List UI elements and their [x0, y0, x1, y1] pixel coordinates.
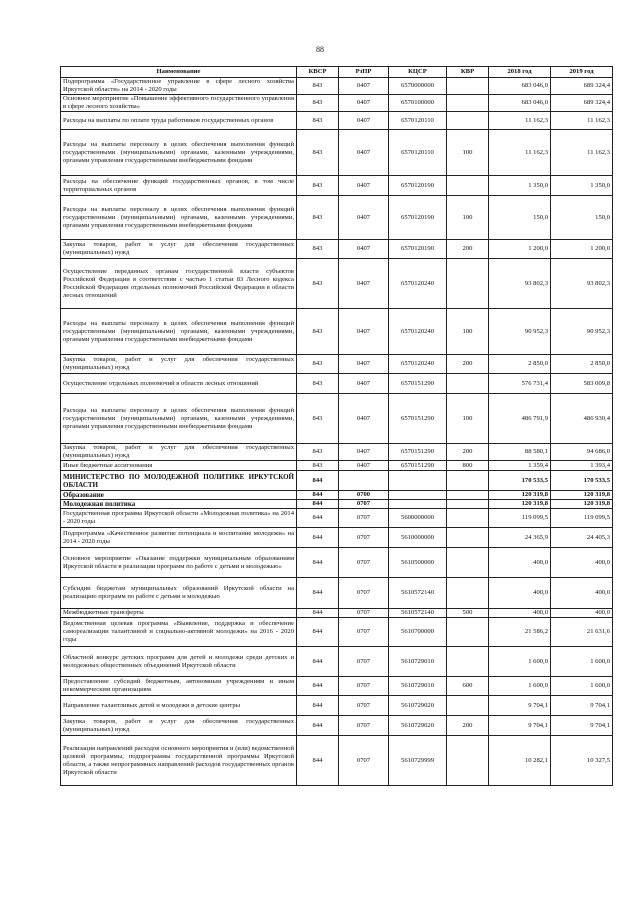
cell-kvr: 200	[447, 444, 489, 461]
table-row	[61, 374, 613, 394]
table-header-row	[61, 67, 613, 78]
cell-y2018: 1 350,0	[489, 176, 551, 196]
table-row	[61, 696, 613, 716]
cell-kcsr: 6570120240	[389, 309, 447, 355]
cell-kcsr: 5610700000	[389, 618, 447, 647]
cell-y2019: 21 631,6	[551, 618, 613, 647]
cell-y2018: 1 200,0	[489, 240, 551, 259]
cell-kvr	[447, 548, 489, 578]
cell-y2019: 2 850,0	[551, 355, 613, 374]
cell-kcsr: 5610729010	[389, 677, 447, 696]
cell-kvr: 500	[447, 609, 489, 618]
col-header-2019: 2019 год	[551, 67, 613, 78]
cell-kvr	[447, 578, 489, 609]
cell-y2018: 120 319,8	[489, 500, 551, 509]
cell-kvr: 100	[447, 196, 489, 240]
table-row	[61, 618, 613, 647]
cell-y2018: 1 600,0	[489, 647, 551, 677]
cell-rzpr: 0407	[339, 112, 389, 130]
cell-rzpr: 0407	[339, 309, 389, 355]
table-row	[61, 309, 613, 355]
cell-kcsr: 6570120240	[389, 355, 447, 374]
cell-kvr: 200	[447, 240, 489, 259]
cell-kvr	[447, 696, 489, 716]
cell-name: МИНИСТЕРСТВО ПО МОЛОДЕЖНОЙ ПОЛИТИКЕ ИРКУТСКОЙ ОБЛАСТИ	[61, 471, 297, 491]
col-header-kvsr: КВСР	[297, 67, 339, 78]
table-row	[61, 444, 613, 461]
cell-y2018: 683 046,0	[489, 95, 551, 112]
col-header-kvr: КВР	[447, 67, 489, 78]
cell-kcsr: 6570151290	[389, 374, 447, 394]
table-row	[61, 95, 613, 112]
cell-kvsr: 843	[297, 374, 339, 394]
cell-y2019: 400,0	[551, 578, 613, 609]
cell-rzpr: 0707	[339, 647, 389, 677]
cell-kcsr: 6570151290	[389, 394, 447, 444]
table-row	[61, 355, 613, 374]
cell-kvsr: 844	[297, 471, 339, 491]
cell-name: Ведомственная целевая программа «Выявление, поддержка и обеспечение самореализации талантливой и социально-активной молодежи» на 2016 - 2020 годы	[61, 618, 297, 647]
cell-kvsr: 844	[297, 548, 339, 578]
cell-kvsr: 844	[297, 500, 339, 509]
cell-y2019: 150,0	[551, 196, 613, 240]
cell-name: Основное мероприятие «Повышение эффективного государственного управления в сфере лесного хозяйства»	[61, 95, 297, 112]
cell-kvr	[447, 491, 489, 500]
cell-y2019: 11 162,3	[551, 130, 613, 176]
cell-kcsr	[389, 471, 447, 491]
cell-y2018: 24 365,9	[489, 528, 551, 548]
cell-kcsr: 6570151290	[389, 461, 447, 471]
table-row	[61, 394, 613, 444]
cell-y2019: 170 533,5	[551, 471, 613, 491]
cell-kvr	[447, 176, 489, 196]
cell-kvr	[447, 78, 489, 95]
cell-y2018: 170 533,5	[489, 471, 551, 491]
cell-rzpr: 0407	[339, 196, 389, 240]
cell-y2019: 689 324,4	[551, 95, 613, 112]
cell-rzpr: 0407	[339, 95, 389, 112]
cell-kvr	[447, 736, 489, 786]
cell-y2018: 400,0	[489, 548, 551, 578]
cell-kcsr: 6570151290	[389, 444, 447, 461]
cell-y2019: 120 319,8	[551, 491, 613, 500]
cell-y2018: 150,0	[489, 196, 551, 240]
cell-y2018: 21 586,2	[489, 618, 551, 647]
table-row	[61, 78, 613, 95]
cell-rzpr: 0707	[339, 677, 389, 696]
cell-kvr	[447, 471, 489, 491]
table-row	[61, 647, 613, 677]
cell-y2019: 400,0	[551, 609, 613, 618]
cell-kcsr: 6570100000	[389, 95, 447, 112]
cell-kcsr: 6570120190	[389, 176, 447, 196]
cell-kvsr: 844	[297, 618, 339, 647]
cell-kcsr: 5610729020	[389, 716, 447, 736]
cell-kvsr: 843	[297, 130, 339, 176]
cell-y2019: 11 162,3	[551, 112, 613, 130]
cell-name: Реализация направлений расходов основного мероприятия и (или) ведомственной целевой программы, подпрограммы государственной программы Иркутской области, а также непрограммных направлений расходов государственных органов Иркутской области	[61, 736, 297, 786]
cell-y2019: 1 350,0	[551, 176, 613, 196]
cell-name: Закупка товаров, работ и услуг для обеспечения государственных (муниципальных) нужд	[61, 240, 297, 259]
cell-name: Закупка товаров, работ и услуг для обеспечения государственных (муниципальных) нужд	[61, 444, 297, 461]
cell-name: Расходы на выплаты персоналу в целях обеспечения выполнения функций государственными (муниципальными) органами, казенными учреждениями, органами управления государственными внебюджетными фондами	[61, 394, 297, 444]
cell-y2018: 576 731,4	[489, 374, 551, 394]
cell-rzpr: 0707	[339, 696, 389, 716]
cell-rzpr: 0407	[339, 374, 389, 394]
cell-name: Расходы на выплаты персоналу в целях обеспечения выполнения функций государственными (муниципальными) органами, казенными учреждениями, органами управления государственными внебюджетными фондами	[61, 196, 297, 240]
cell-kcsr: 6570120240	[389, 259, 447, 309]
cell-y2019: 1 200,0	[551, 240, 613, 259]
cell-y2019: 486 930,4	[551, 394, 613, 444]
table-row	[61, 461, 613, 471]
table-row	[61, 716, 613, 736]
cell-y2019: 119 099,5	[551, 509, 613, 528]
cell-y2019: 1 393,4	[551, 461, 613, 471]
cell-y2019: 120 319,8	[551, 500, 613, 509]
cell-rzpr: 0707	[339, 548, 389, 578]
cell-kvr	[447, 509, 489, 528]
cell-kcsr: 5610729999	[389, 736, 447, 786]
cell-kvsr: 843	[297, 461, 339, 471]
cell-y2018: 400,0	[489, 609, 551, 618]
cell-kvsr: 843	[297, 355, 339, 374]
cell-name: Осуществление переданных органам государственной власти субъектов Российской Федерации в соответствии с частью 1 статьи 83 Лесного кодекса Российской Федерации отдельных полномочий Российской Федерации в области лесных отношений	[61, 259, 297, 309]
cell-kvsr: 843	[297, 240, 339, 259]
cell-rzpr: 0707	[339, 609, 389, 618]
cell-y2018: 10 282,1	[489, 736, 551, 786]
cell-name: Иные бюджетные ассигнования	[61, 461, 297, 471]
cell-rzpr: 0407	[339, 355, 389, 374]
cell-y2018: 119 099,5	[489, 509, 551, 528]
cell-kvr	[447, 618, 489, 647]
cell-name: Подпрограмма «Государственное управление в сфере лесного хозяйства Иркутской области» на 2014 - 2020 годы	[61, 78, 297, 95]
cell-y2018: 400,0	[489, 578, 551, 609]
cell-kvsr: 844	[297, 509, 339, 528]
cell-y2018: 1 600,0	[489, 677, 551, 696]
cell-kvr	[447, 112, 489, 130]
cell-kvsr: 843	[297, 196, 339, 240]
cell-kvr: 100	[447, 130, 489, 176]
cell-rzpr: 0707	[339, 500, 389, 509]
cell-name: Закупка товаров, работ и услуг для обеспечения государственных (муниципальных) нужд	[61, 716, 297, 736]
cell-kcsr: 6570120110	[389, 130, 447, 176]
cell-name: Основное мероприятие «Оказание поддержки муниципальным образованиям Иркутской области в реализации программ по работе с детьми и молодежью»	[61, 548, 297, 578]
cell-rzpr: 0407	[339, 259, 389, 309]
cell-kvr	[447, 259, 489, 309]
cell-y2019: 689 324,4	[551, 78, 613, 95]
cell-kvr	[447, 647, 489, 677]
cell-rzpr: 0407	[339, 78, 389, 95]
cell-kcsr	[389, 500, 447, 509]
cell-kcsr: 6570120190	[389, 196, 447, 240]
cell-name: Осуществление отдельных полномочий в области лесных отношений	[61, 374, 297, 394]
cell-kvr	[447, 528, 489, 548]
cell-kcsr: 5610729010	[389, 647, 447, 677]
cell-name: Подпрограмма «Качественное развитие потенциала и воспитание молодежи» на 2014 - 2020 годы	[61, 528, 297, 548]
cell-rzpr: 0707	[339, 736, 389, 786]
cell-y2018: 120 319,8	[489, 491, 551, 500]
cell-kvsr: 844	[297, 528, 339, 548]
table-row	[61, 259, 613, 309]
table-row	[61, 112, 613, 130]
cell-y2018: 9 704,1	[489, 716, 551, 736]
cell-kvr: 600	[447, 677, 489, 696]
cell-y2018: 9 704,1	[489, 696, 551, 716]
cell-kvsr: 844	[297, 696, 339, 716]
table-row	[61, 196, 613, 240]
table-row	[61, 491, 613, 500]
cell-rzpr: 0707	[339, 528, 389, 548]
cell-kcsr: 5610729020	[389, 696, 447, 716]
table-row	[61, 500, 613, 509]
cell-name: Расходы на обеспечение функций государственных органов, в том числе территориальных органов	[61, 176, 297, 196]
cell-kvsr: 843	[297, 394, 339, 444]
cell-kcsr: 5610572140	[389, 578, 447, 609]
table-row	[61, 548, 613, 578]
cell-rzpr: 0707	[339, 509, 389, 528]
cell-kvr: 800	[447, 461, 489, 471]
cell-name: Расходы на выплаты по оплате труда работников государственных органов	[61, 112, 297, 130]
cell-y2018: 11 162,3	[489, 112, 551, 130]
cell-name: Субсидии бюджетам муниципальных образований Иркутской области на реализацию программ по работе с детьми и молодежью	[61, 578, 297, 609]
table-row	[61, 130, 613, 176]
page-number: 88	[316, 45, 324, 54]
cell-kcsr: 5600000000	[389, 509, 447, 528]
cell-kvr: 100	[447, 394, 489, 444]
cell-rzpr: 0707	[339, 578, 389, 609]
cell-kvr: 200	[447, 355, 489, 374]
cell-y2018: 683 046,0	[489, 78, 551, 95]
cell-y2018: 486 791,9	[489, 394, 551, 444]
cell-kvsr: 843	[297, 176, 339, 196]
cell-y2018: 1 359,4	[489, 461, 551, 471]
table-row	[61, 240, 613, 259]
cell-name: Государственная программа Иркутской области «Молодежная политика» на 2014 - 2020 годы	[61, 509, 297, 528]
cell-y2019: 9 704,1	[551, 696, 613, 716]
cell-kvsr: 844	[297, 647, 339, 677]
cell-kcsr: 5610572140	[389, 609, 447, 618]
cell-kvsr: 843	[297, 95, 339, 112]
cell-kvsr: 844	[297, 677, 339, 696]
cell-y2018: 93 802,3	[489, 259, 551, 309]
cell-rzpr: 0407	[339, 444, 389, 461]
cell-name: Расходы на выплаты персоналу в целях обеспечения выполнения функций государственными (муниципальными) органами, казенными учреждениями, органами управления государственными внебюджетными фондами	[61, 130, 297, 176]
table-row	[61, 609, 613, 618]
cell-kvr	[447, 374, 489, 394]
cell-kvr: 200	[447, 716, 489, 736]
cell-y2019: 90 952,3	[551, 309, 613, 355]
cell-name: Расходы на выплаты персоналу в целях обеспечения выполнения функций государственными (муниципальными) органами, казенными учреждениями, органами управления государственными внебюджетными фондами	[61, 309, 297, 355]
cell-y2019: 10 327,5	[551, 736, 613, 786]
cell-name: Областной конкурс детских программ для детей и молодежи среди детских и молодежных общественных объединений Иркутской области	[61, 647, 297, 677]
cell-y2019: 1 600,0	[551, 677, 613, 696]
cell-kcsr	[389, 491, 447, 500]
cell-y2018: 90 952,3	[489, 309, 551, 355]
cell-kcsr: 5610000000	[389, 528, 447, 548]
table-row	[61, 176, 613, 196]
cell-kvsr: 844	[297, 609, 339, 618]
cell-name: Молодежная политика	[61, 500, 297, 509]
cell-kcsr: 6570120110	[389, 112, 447, 130]
col-header-rzpr: РзПР	[339, 67, 389, 78]
cell-kvr	[447, 95, 489, 112]
cell-kcsr: 5610500000	[389, 548, 447, 578]
cell-kvsr: 843	[297, 259, 339, 309]
cell-rzpr: 0407	[339, 461, 389, 471]
col-header-2018: 2018 год	[489, 67, 551, 78]
cell-rzpr: 0407	[339, 130, 389, 176]
budget-table	[60, 66, 613, 786]
cell-y2019: 9 704,1	[551, 716, 613, 736]
cell-kvsr: 844	[297, 491, 339, 500]
cell-rzpr: 0407	[339, 176, 389, 196]
cell-kvsr: 844	[297, 716, 339, 736]
cell-kvsr: 844	[297, 736, 339, 786]
cell-y2019: 24 405,3	[551, 528, 613, 548]
cell-name: Межбюджетные трансферты	[61, 609, 297, 618]
cell-name: Направление талантливых детей и молодежи в детские центры	[61, 696, 297, 716]
cell-rzpr: 0707	[339, 716, 389, 736]
cell-kvsr: 844	[297, 578, 339, 609]
cell-rzpr: 0407	[339, 394, 389, 444]
table-row	[61, 578, 613, 609]
cell-kvsr: 843	[297, 112, 339, 130]
cell-kvr	[447, 500, 489, 509]
cell-kvsr: 843	[297, 444, 339, 461]
table-row	[61, 509, 613, 528]
cell-y2019: 1 600,0	[551, 647, 613, 677]
cell-rzpr: 0700	[339, 491, 389, 500]
cell-y2019: 583 009,8	[551, 374, 613, 394]
cell-rzpr	[339, 471, 389, 491]
cell-name: Закупка товаров, работ и услуг для обеспечения государственных (муниципальных) нужд	[61, 355, 297, 374]
table-row	[61, 528, 613, 548]
cell-rzpr: 0407	[339, 240, 389, 259]
cell-y2018: 88 580,1	[489, 444, 551, 461]
table-row	[61, 677, 613, 696]
cell-kcsr: 6570120190	[389, 240, 447, 259]
cell-y2018: 2 850,0	[489, 355, 551, 374]
cell-kvr: 100	[447, 309, 489, 355]
cell-y2019: 94 686,0	[551, 444, 613, 461]
cell-y2018: 11 162,3	[489, 130, 551, 176]
col-header-name: Наименование	[61, 67, 297, 78]
cell-kcsr: 6570000000	[389, 78, 447, 95]
cell-name: Образование	[61, 491, 297, 500]
table-row	[61, 471, 613, 491]
col-header-kcsr: КЦСР	[389, 67, 447, 78]
cell-kvsr: 843	[297, 78, 339, 95]
cell-kvsr: 843	[297, 309, 339, 355]
cell-rzpr: 0707	[339, 618, 389, 647]
cell-name: Предоставление субсидий бюджетным, автономным учреждениям и иным некоммерческим организациям	[61, 677, 297, 696]
cell-y2019: 400,0	[551, 548, 613, 578]
table-row	[61, 736, 613, 786]
cell-y2019: 93 802,3	[551, 259, 613, 309]
